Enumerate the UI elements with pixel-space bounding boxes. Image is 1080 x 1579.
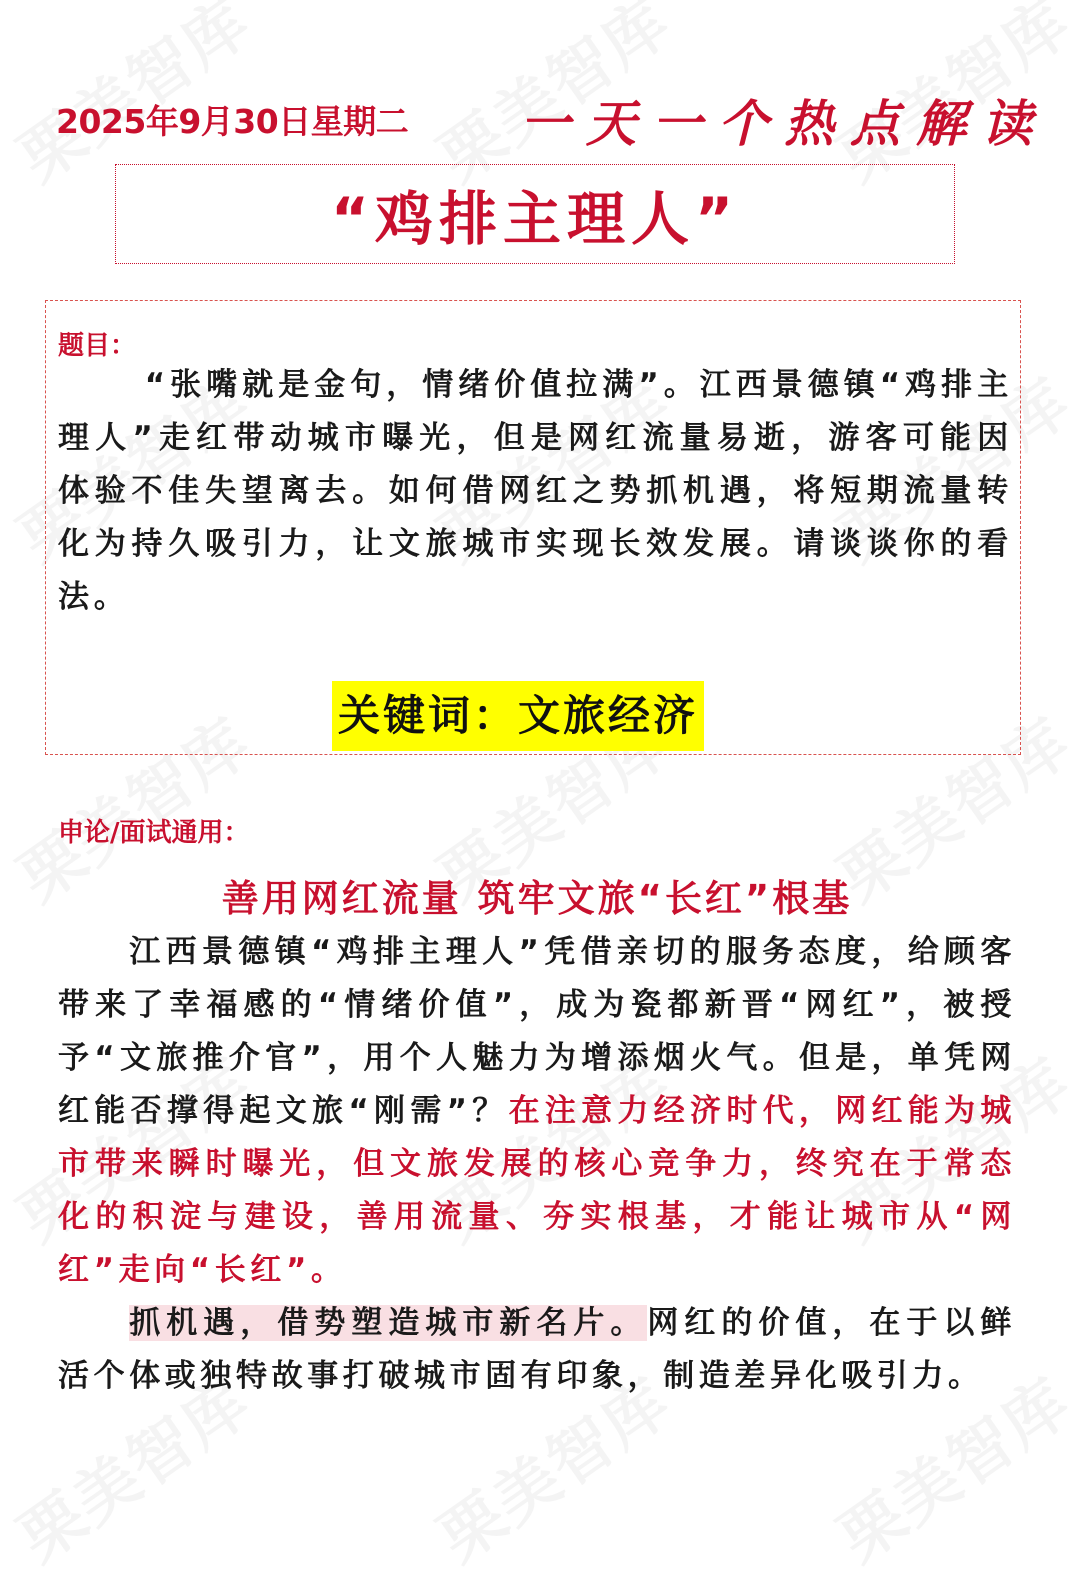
essay-paragraph — [58, 926, 1016, 1297]
topic-title-box — [115, 164, 955, 264]
slogan-heading: 一天一个热点解读 — [520, 95, 1048, 153]
essay-title: 善用网红流量 筑牢文旅“长红”根基 — [221, 877, 853, 920]
question-text-block — [58, 359, 1013, 624]
topic-title: “鸡排主理人” — [330, 185, 740, 253]
keyword-highlight: 关键词：文旅经济 — [332, 681, 704, 751]
essay-paragraph — [58, 1297, 1016, 1403]
essay-p1-highlight: 在注意力经济时代，网红能为城市带来瞬时曝光，但文旅发展的核心竞争力，终究在于常态化的积淀与建设，善用流量、夯实根基，才能让城市从“网红”走向“长红”。 — [58, 1093, 1016, 1288]
essay-p1-text: 江西景德镇“鸡排主理人”凭借亲切的服务态度，给顾客带来了幸福感的“情绪价值”，成为瓷都新晋“网红”，被授予“文旅推介官”，用个人魅力为增添烟火气。但是，单凭网红能否撑得起文旅“刚需”？ — [58, 934, 1016, 1129]
essay-body — [58, 926, 1016, 1403]
question-box — [45, 300, 1021, 755]
date-label: 2025年9月30日星期二 — [56, 102, 409, 141]
section-label: 申论/面试通用： — [58, 818, 250, 848]
essay-p2-text: 网红的价值，在于以鲜活个体或独特故事打破城市固有印象，制造差异化吸引力。 — [58, 1305, 1016, 1394]
essay-p2-lead: 抓机遇，借势塑造城市新名片。 — [129, 1305, 648, 1341]
question-text: “张嘴就是金句，情绪价值拉满”。江西景德镇“鸡排主理人”走红带动城市曝光，但是网红流量易逝，游客可能因体验不佳失望离去。如何借网红之势抓机遇，将短期流量转化为持久吸引力，让文旅城市实现长效发展。请谈谈你的看法。 — [58, 367, 1013, 615]
question-label: 题目： — [58, 331, 137, 361]
